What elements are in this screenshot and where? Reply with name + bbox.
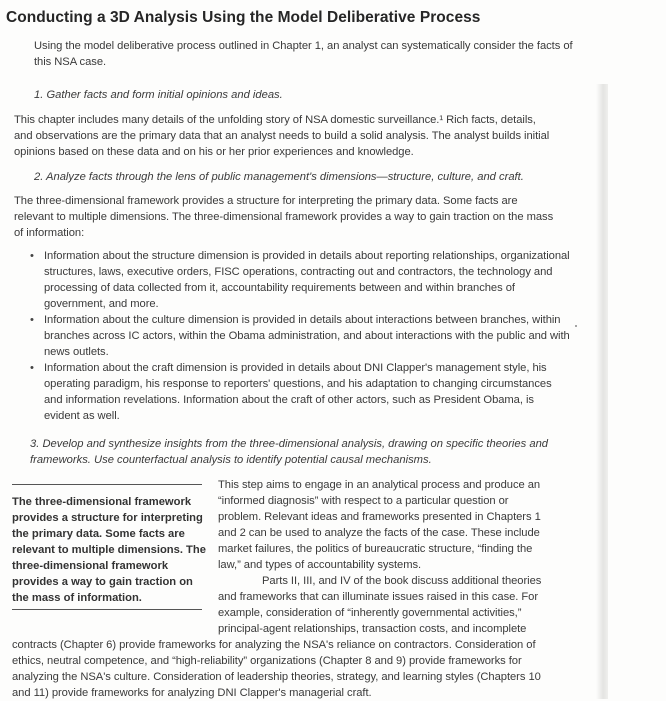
column-paragraph-2: Parts II, III, and IV of the book discuss additional theories and frameworks that can illuminate issues raised in this case. For example, consideration of “inherently governmental activities,” principal-agent relationships, transaction costs, and incomplete [218,575,542,635]
step-2-paragraph: The three-dimensional framework provides a structure for interpreting the primary data. Some facts are relevant to multiple dimensions. The three-dimensional framework provides a way to gain traction on the mass of information: [14,195,554,239]
page-edge-shadow [596,84,608,699]
dimension-bullet-list [28,248,570,424]
callout-bottom-rule [12,609,202,610]
step-1-paragraph: This chapter includes many details of the unfolding story of NSA domestic surveillance.¹ Rich facts, details, and observations are the primary data that an analyst needs to build a solid analysis. The analyst builds initial opinions based on these data and on his or her prior experiences and knowledge. [14,114,550,158]
bottom-paragraph: contracts (Chapter 6) provide frameworks for analyzing the NSA's reliance on contractors. Consideration of ethics, neutral competence, and “high-reliability” organizations (Chapter 8 and 9) provide frameworks for analyzing the NSA's culture. Consideration of leadership theories, strategy, and learning styles (Chapters 10 and 11) provide frameworks for analyzing DNI Clapper's managerial craft. [12,639,541,699]
column-paragraph-1: This step aims to engage in an analytical process and produce an “informed diagnosis” with respect to a particular question or problem. Relevant ideas and frameworks presented in Chapters 1 and 2 can be used to analyze the facts of the case. These include market failures, the politics of bureaucratic structure, “finding the law,” and types of accountability systems. [218,479,541,571]
step-2: 2. Analyze facts through the lens of public management's dimensions—structure, culture, and craft. [34,171,524,183]
step-1: 1. Gather facts and form initial opinions and ideas. [34,89,283,101]
step-3-column [218,477,550,637]
bullet-culture: • Information about the culture dimension is provided in details about interactions between branches, within branches across IC actors, within the Obama administration, and about interactions with the public and with news outlets. [44,312,570,360]
bullet-structure: • Information about the structure dimension is provided in details about reporting relationships, organizational structures, laws, executive orders, FISC operations, contracting out and contractors, the technology and processing of data collected from it, accountability requirements between and within branches of government, and more. [44,248,570,312]
pull-quote-callout: The three-dimensional framework provides a structure for interpreting the primary data. Some facts are relevant to multiple dimensions. The three-dimensional framework provides a way to gain traction on the mass of information. [12,496,206,604]
step-3: 3. Develop and synthesize insights from the three-dimensional analysis, drawing on specific theories and frameworks. Use counterfactual analysis to identify potential causal mechanisms. [30,438,549,466]
intro-paragraph: Using the model deliberative process outlined in Chapter 1, an analyst can systematically consider the facts of this NSA case. [34,40,573,68]
bullet-craft: • Information about the craft dimension is provided in details about DNI Clapper's management style, his operating paradigm, his response to reporters' questions, and his adaptation to changing circumstances and information revelations. Information about the craft of other actors, such as President Obama, is evident as well. [44,360,570,424]
scan-speck [575,325,577,327]
callout-top-rule [12,484,202,485]
section-heading: Conducting a 3D Analysis Using the Model Deliberative Process [6,9,481,26]
